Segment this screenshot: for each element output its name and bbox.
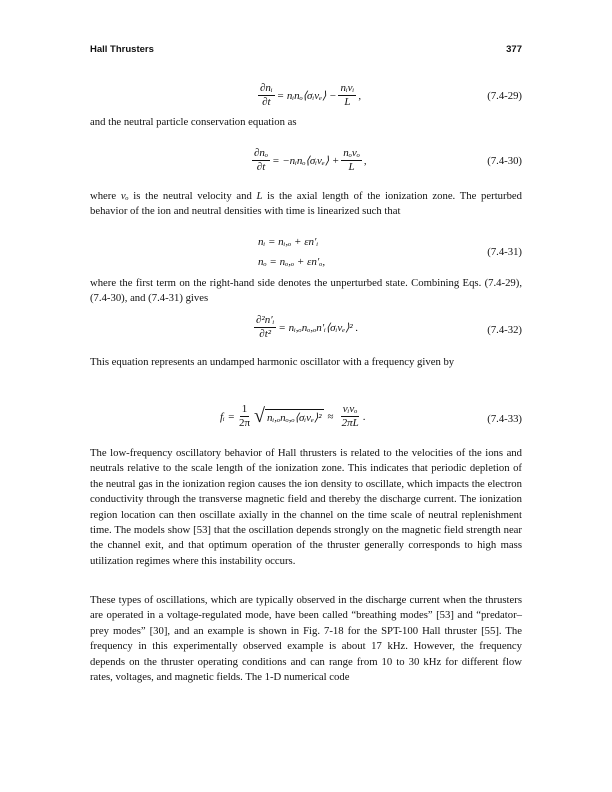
text: is the neutral velocity and (128, 190, 257, 202)
running-header-title: Hall Thrusters (90, 44, 154, 55)
paragraph: These types of oscillations, which are typically observed in the discharge current when the thrusters are operated in a voltage-regulated mode, have been called “breathing modes” [53] and “predator–prey modes” [30], and an example is shown in Fig. 7-18 for the SPT-100 Hall thruster [55]. The frequency in this experimentally observed example is about 17 kHz. However, the frequency depends on the thruster operating conditions and can range from 10 to 30 kHz for different flow rates, voltages, and magnetic fields. The 1-D numerical code (90, 594, 522, 684)
eq29-rhs-denominator: L (344, 96, 351, 108)
page-number: 377 (506, 44, 522, 55)
eq32-lhs-numerator: ∂²n′ᵢ (256, 314, 275, 326)
paragraph: where the first term on the right-hand side denotes the unperturbed state. Combining Eqs. (7.4-29), (7.4-30), and (7.4-31) gives (90, 277, 522, 305)
paragraph: This equation represents an undamped harmonic oscillator with a frequency given by (90, 356, 455, 368)
eq33-rhs-numerator: vᵢvₒ (342, 403, 358, 415)
eq30-rhs-denominator: L (348, 161, 355, 173)
equation-number: (7.4-31) (487, 246, 522, 258)
text: is the axial length of the ionization zone. The perturbed behavior of the ion and neutral densities with time is linearized such that (90, 190, 522, 218)
equation-number: (7.4-30) (487, 155, 522, 167)
eq32-rhs: = nᵢ,ₒnₒ,ₒn′ᵢ⟨σᵢvₑ⟩² . (278, 322, 359, 334)
equation-number: (7.4-29) (487, 90, 522, 102)
equation-number: (7.4-33) (487, 413, 522, 425)
eq33-lhs: fᵢ = (220, 410, 235, 423)
eq29-tail: , (358, 89, 362, 102)
equation-7-4-33 (90, 403, 522, 437)
eq31-line2: nₒ = nₒ,ₒ + εn′ₒ, (258, 256, 326, 268)
equation-number: (7.4-32) (487, 324, 522, 336)
sqrt-icon: √ (254, 405, 266, 427)
eq29-lhs-denominator: ∂t (262, 96, 271, 108)
eq30-lhs-denominator: ∂t (256, 161, 266, 173)
paragraph: The low-frequency oscillatory behavior of Hall thrusters is related to the velocities of the ions and neutrals relative to the scale length of the ionization zone. This indicates that periodic depletion of the neutral gas in the ionization region causes the ion density to oscillate, which impacts the electron conductivity through the transverse magnetic field and thereby the discharge current. The ionization region location can then oscillate axially in the channel on the time scale of neutral replenishment time. The models show [53] that the oscillation depends strongly on the magnetic field strength near the channel exit, and that optimum operation of the thruster generally corresponds to high mass utilization regimes where this instability occurs. (90, 447, 522, 567)
equation-7-4-32 (90, 314, 522, 348)
eq32-lhs-denominator: ∂t² (259, 328, 272, 340)
equation-7-4-30 (90, 147, 522, 177)
paragraph: and the neutral particle conservation equation as (90, 116, 297, 128)
eq30-middle: = −nᵢnₒ⟨σᵢvₑ⟩ + (272, 155, 340, 167)
eq33-tail: . (362, 410, 366, 423)
eq29-lhs-numerator: ∂nᵢ (260, 82, 273, 94)
eq33-coef-numerator: 1 (241, 403, 248, 415)
eq33-rhs-denominator: 2πL (341, 417, 359, 429)
paragraph (90, 189, 522, 220)
text: where (90, 190, 121, 202)
eq30-rhs-numerator: nₒvₒ (343, 147, 360, 159)
eq33-approx: ≈ (327, 410, 334, 423)
math-var: vₒ (120, 190, 129, 202)
equation-7-4-31 (90, 236, 522, 272)
eq33-coef-denominator: 2π (238, 417, 251, 429)
eq30-tail: , (363, 154, 367, 167)
eq31-line1: nᵢ = nᵢ,ₒ + εn′ᵢ (258, 236, 319, 248)
eq29-rhs-numerator: nᵢvᵢ (340, 82, 355, 94)
eq33-radicand: nᵢ,ₒnₒ,ₒ⟨σᵢvₑ⟩² (265, 409, 323, 424)
equation-7-4-29 (90, 82, 522, 112)
math-var: L (256, 190, 263, 202)
eq30-lhs-numerator: ∂nₒ (254, 147, 269, 159)
eq29-middle: = nᵢnₒ⟨σᵢvₑ⟩ − (276, 90, 337, 102)
